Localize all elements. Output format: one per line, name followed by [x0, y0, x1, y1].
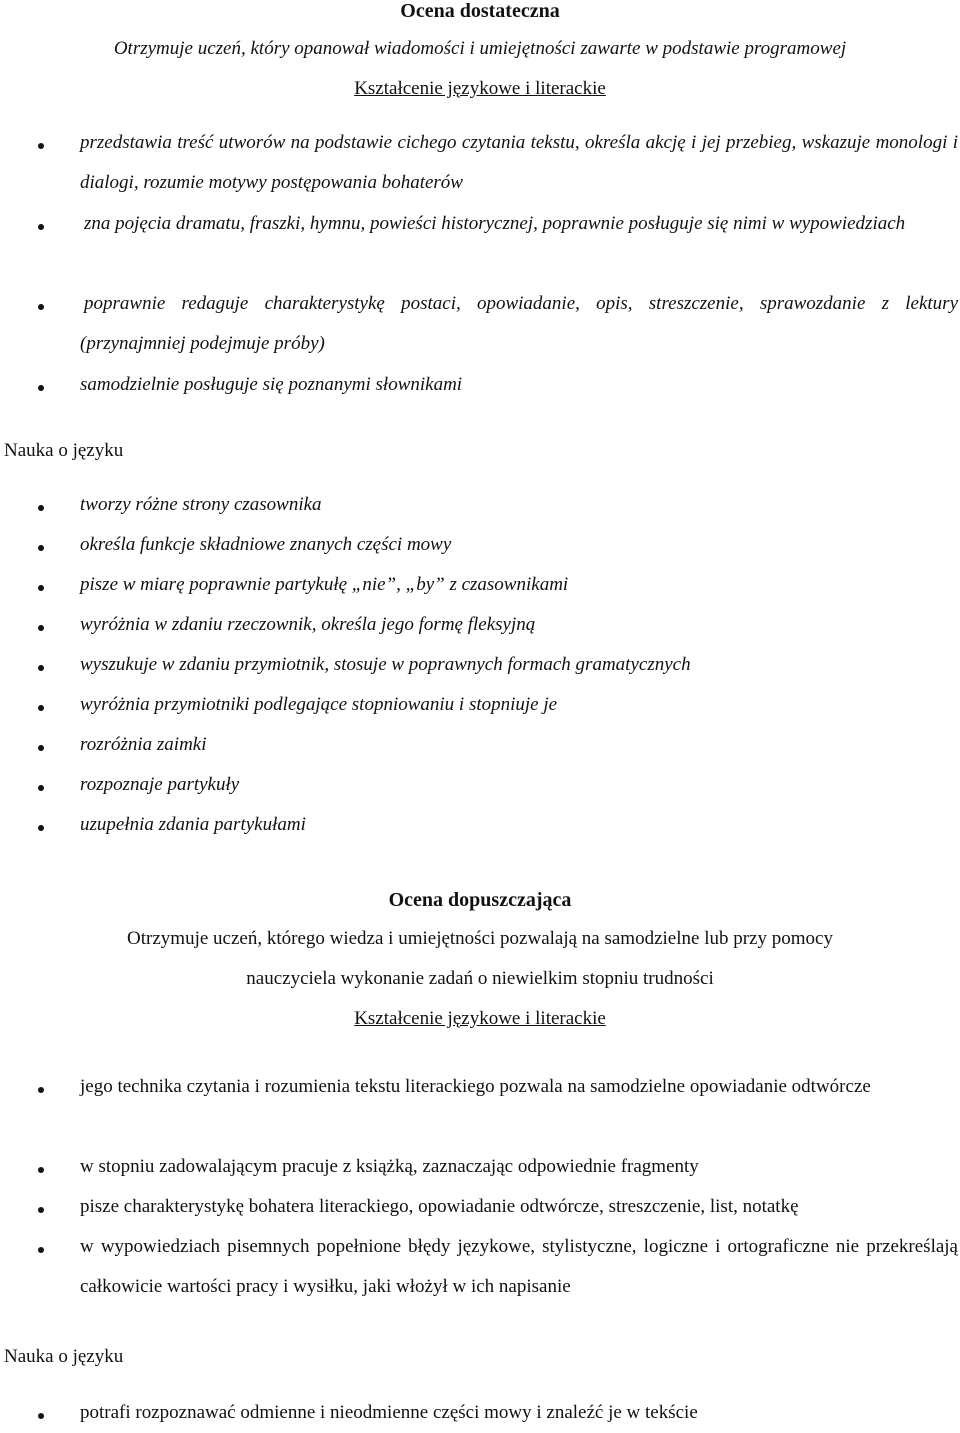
bullet-icon: [38, 705, 44, 711]
grade-heading-satisfactory: Ocena dostateczna: [400, 0, 560, 22]
list-item-text: uzupełnia zdania partykułami: [80, 814, 306, 835]
bullet-icon: [38, 1413, 44, 1419]
subsection-title-literature: Kształcenie językowe i literackie: [354, 78, 606, 99]
grade-intro-satisfactory: Otrzymuje uczeń, który opanował wiadomości i umiejętności zawarte w podstawie programowej: [113, 38, 847, 59]
list-item-text: w stopniu zadowalającym pracuje z książką, zaznaczając odpowiednie fragmenty: [80, 1156, 699, 1177]
bullet-icon: [38, 585, 44, 591]
bullet-icon: [38, 825, 44, 831]
list-item-text: przedstawia treść utworów na podstawie cichego czytania tekstu, określa akcję i jej przebieg, wskazuje monologi i dialogi, rozumie motywy postępowania bohaterów: [80, 132, 958, 193]
bullet-icon: [38, 545, 44, 551]
bullet-icon: [38, 1087, 44, 1093]
list-item-text: potrafi rozpoznawać odmienne i nieodmienne części mowy i znaleźć je w tekście: [80, 1402, 698, 1423]
grade-intro-sufficient-line2: nauczyciela wykonanie zadań o niewielkim stopniu trudności: [246, 968, 714, 989]
list-item-text: wyróżnia przymiotniki podlegające stopniowaniu i stopniuje je: [80, 694, 558, 715]
list-item-text: zna pojęcia dramatu, fraszki, hymnu, powieści historycznej, poprawnie posługuje się nimi w wypowiedziach: [84, 213, 906, 234]
list-item-text: samodzielnie posługuje się poznanymi słownikami: [80, 374, 463, 395]
list-item-text: w wypowiedziach pisemnych popełnione błędy językowe, stylistyczne, logiczne i ortograficzne nie przekreślają całkowicie wartości pracy i wysiłku, jaki włożył w ich napisanie: [80, 1236, 958, 1297]
bullet-icon: [38, 224, 44, 230]
bullet-icon: [38, 665, 44, 671]
bullet-icon: [38, 745, 44, 751]
bullet-icon: [38, 505, 44, 511]
bullet-icon: [38, 1167, 44, 1173]
subsection-title-language: Nauka o języku: [4, 440, 124, 461]
subsection-title-literature: Kształcenie językowe i literackie: [354, 1008, 606, 1029]
grade-heading-sufficient: Ocena dopuszczająca: [388, 889, 572, 911]
bullet-icon: [38, 1207, 44, 1213]
list-item-text: poprawnie redaguje charakterystykę postaci, opowiadanie, opis, streszczenie, sprawozdanie z lektury (przynajmniej podejmuje próby): [80, 293, 958, 354]
bullet-icon: [38, 304, 44, 310]
list-item-text: rozróżnia zaimki: [80, 734, 207, 755]
bullet-icon: [38, 143, 44, 149]
list-item-text: rozpoznaje partykuły: [80, 774, 240, 795]
bullet-icon: [38, 385, 44, 391]
list-item-text: określa funkcje składniowe znanych części mowy: [80, 534, 452, 555]
list-item-text: pisze w miarę poprawnie partykułę „nie”, „by” z czasownikami: [80, 574, 569, 595]
bullet-icon: [38, 625, 44, 631]
list-item-text: jego technika czytania i rozumienia tekstu literackiego pozwala na samodzielne opowiadanie odtwórcze: [80, 1076, 871, 1097]
grade-intro-sufficient-line1: Otrzymuje uczeń, którego wiedza i umiejętności pozwalają na samodzielne lub przy pomocy: [127, 928, 833, 949]
list-item-text: tworzy różne strony czasownika: [80, 494, 322, 515]
subsection-title-language: Nauka o języku: [4, 1346, 124, 1367]
bullet-icon: [38, 785, 44, 791]
list-item-text: wyróżnia w zdaniu rzeczownik, określa jego formę fleksyjną: [80, 614, 536, 635]
bullet-icon: [38, 1247, 44, 1253]
list-item-text: wyszukuje w zdaniu przymiotnik, stosuje w poprawnych formach gramatycznych: [80, 654, 691, 675]
list-item-text: pisze charakterystykę bohatera literackiego, opowiadanie odtwórcze, streszczenie, list, notatkę: [80, 1196, 799, 1217]
